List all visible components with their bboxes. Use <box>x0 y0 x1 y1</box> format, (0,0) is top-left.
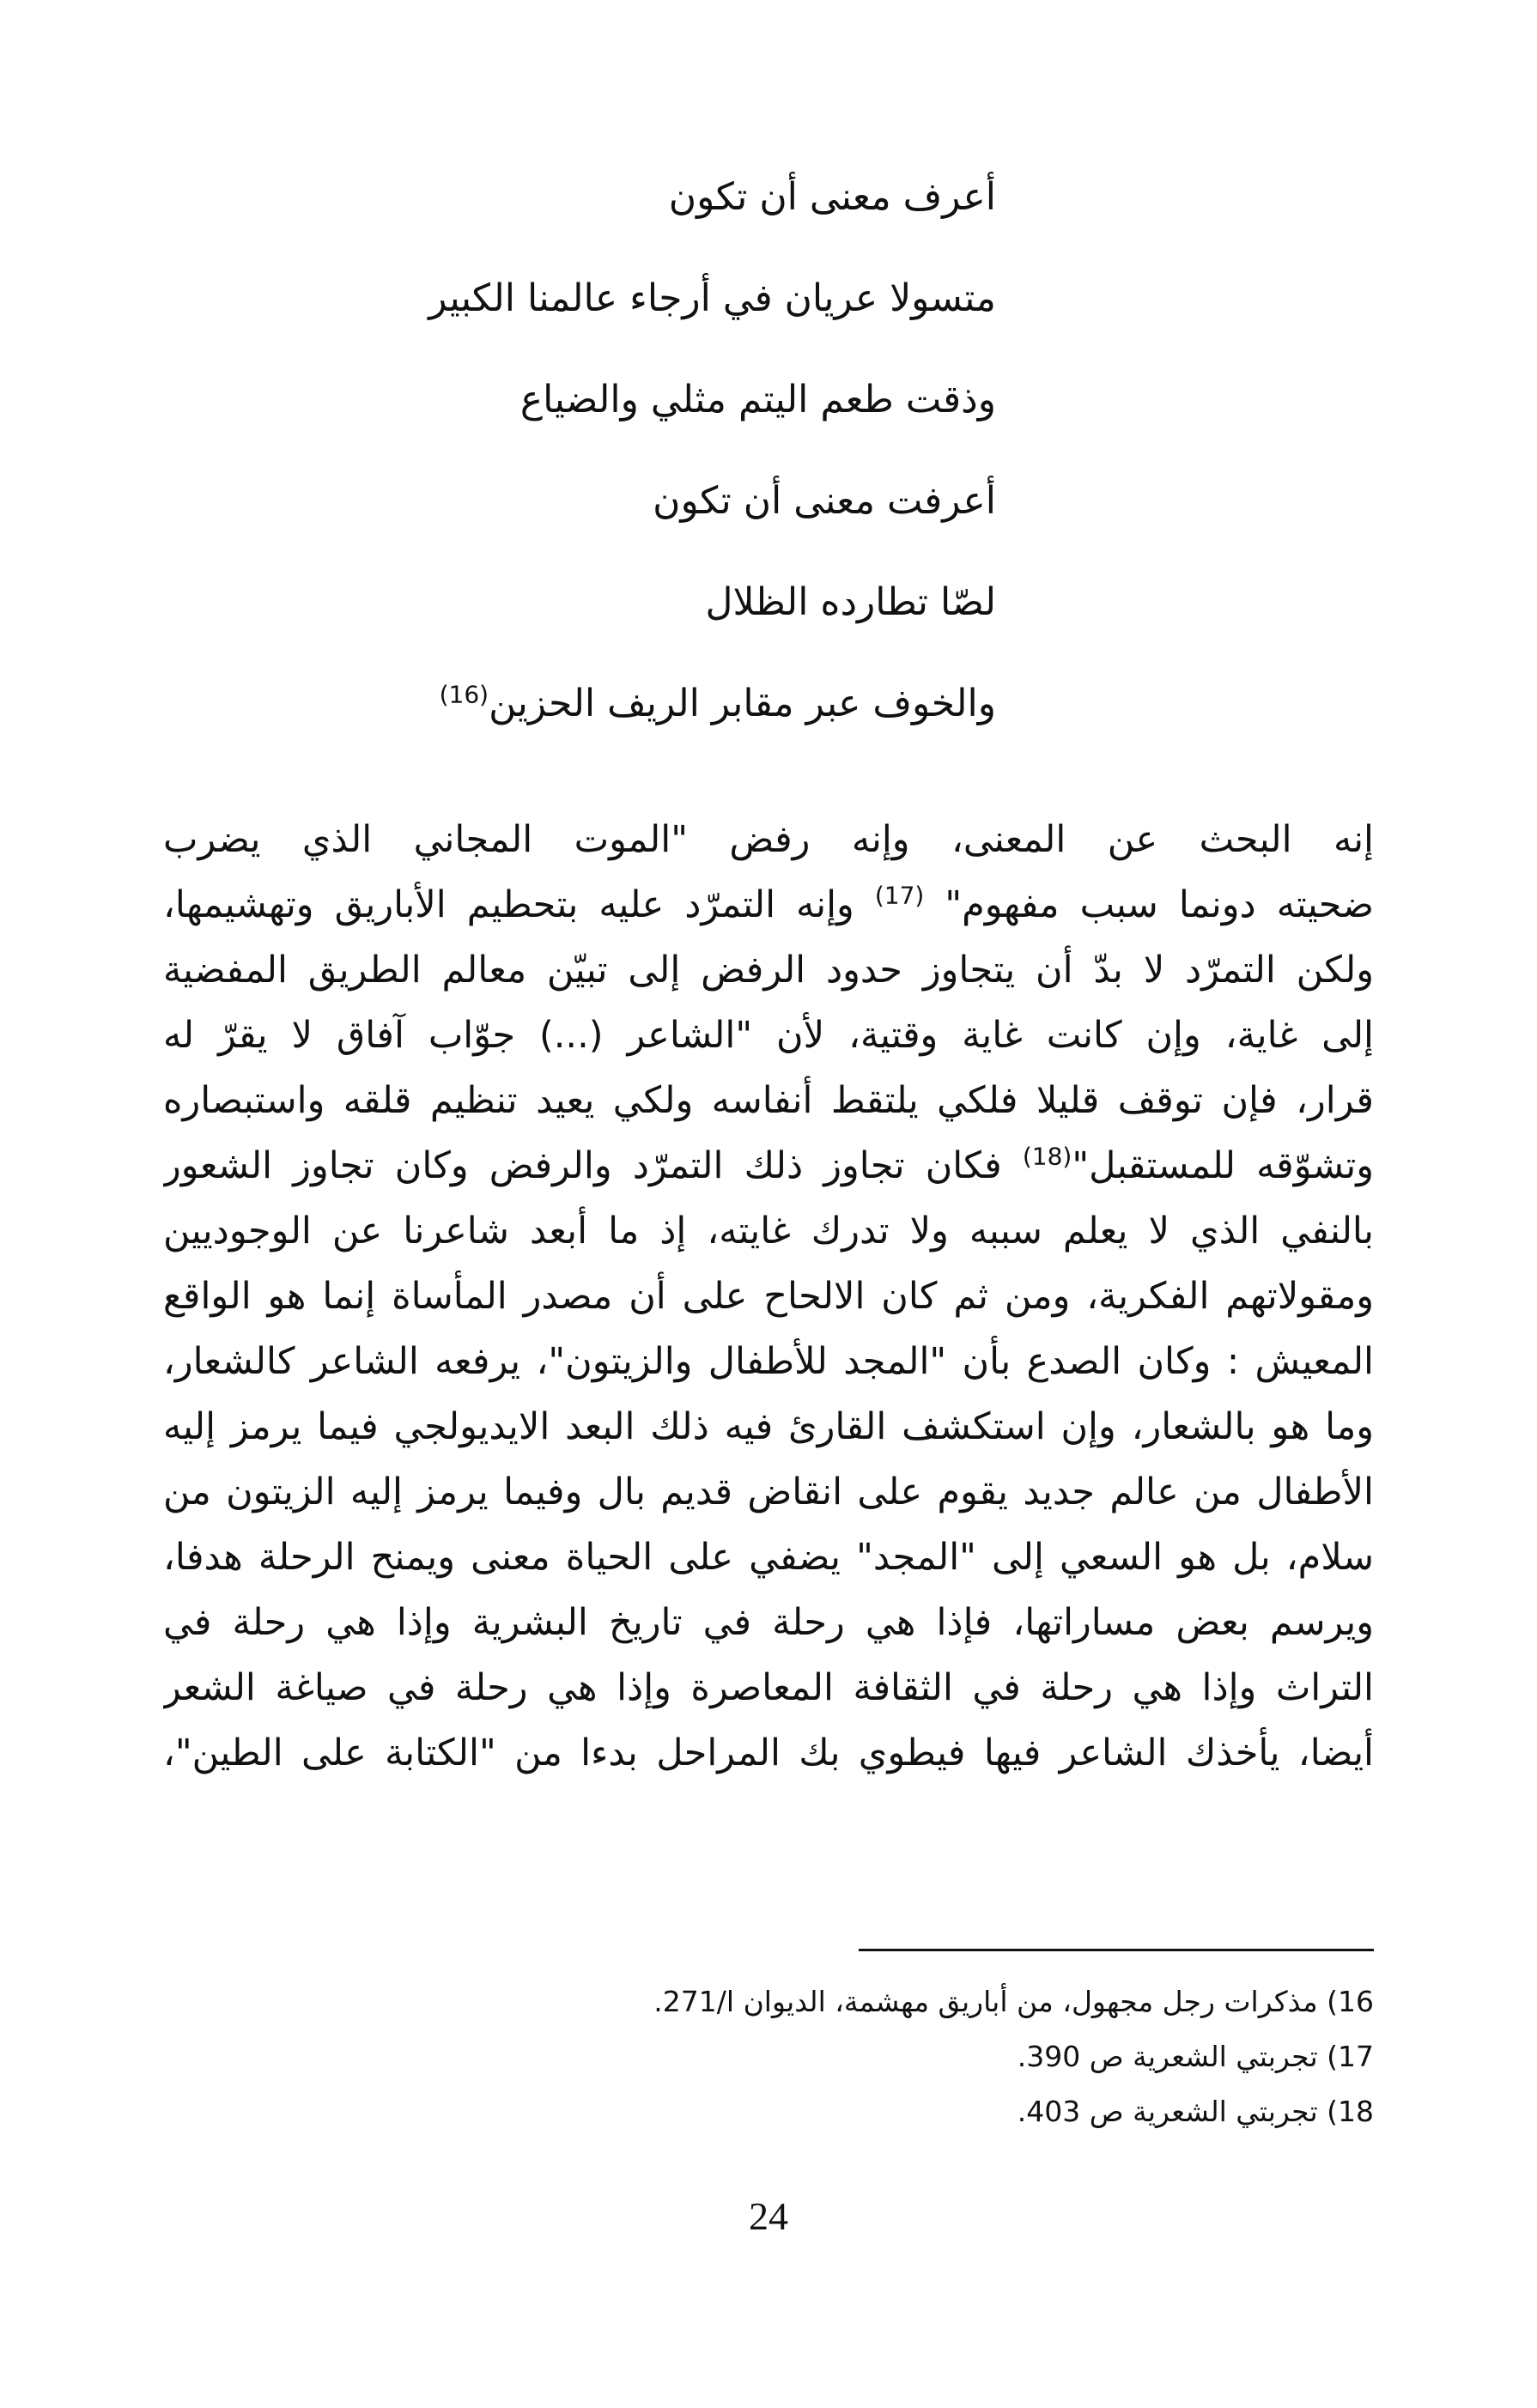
footnote-18: 18) تجربتي الشعرية ص 403. <box>1017 2095 1374 2128</box>
paragraph-text: وتشوّقه للمستقبل" <box>1072 1144 1374 1187</box>
paragraph-line <box>163 872 1374 937</box>
paragraph-line: أيضا، يأخذك الشاعر فيها فيطوي بك المراحل بدءا من "الكتابة على الطين"، <box>163 1732 1374 1774</box>
poem-line-text: والخوف عبر مقابر الريف الحزين <box>489 682 996 725</box>
footnotes <box>515 1974 1374 2139</box>
poem-line: أعرفت معنى أن تكون <box>653 479 996 523</box>
footnote-divider <box>859 1949 1374 1951</box>
body-paragraph <box>163 807 1374 1786</box>
page-number: 24 <box>749 2194 788 2238</box>
footnote-reference-16[interactable]: (16) <box>439 680 489 709</box>
paragraph-line: قرار، فإن توقف قليلا فلكي يلتقط أنفاسه ولكي يعيد تنظيم قلقه واستبصاره <box>163 1079 1374 1122</box>
paragraph-line: بالنفي الذي لا يعلم سببه ولا تدرك غايته، إذ ما أبعد شاعرنا عن الوجوديين <box>163 1210 1374 1253</box>
poem-line: أعرف معنى أن تكون <box>668 175 996 219</box>
paragraph-line <box>163 1133 1374 1198</box>
paragraph-line: ويرسم بعض مساراتها، فإذا هي رحلة في تاريخ البشرية وإذا هي رحلة في <box>163 1601 1374 1644</box>
poem-line-last <box>223 682 996 725</box>
paragraph-line: ومقولاتهم الفكرية، ومن ثم كان الالحاح على أن مصدر المأساة إنما هو الواقع <box>163 1275 1374 1318</box>
paragraph-line: المعيش : وكان الصدع بأن "المجد للأطفال والزيتون"، يرفعه الشاعر كالشعار، <box>163 1340 1374 1383</box>
paragraph-line: التراث وإذا هي رحلة في الثقافة المعاصرة وإذا هي رحلة في صياغة الشعر <box>163 1666 1374 1709</box>
poem-line: لصّا تطارده الظلال <box>705 580 996 624</box>
paragraph-text: ضحيته دونما سبب مفهوم" <box>924 883 1374 926</box>
poem-line: وذقت طعم اليتم مثلي والضياع <box>519 378 996 422</box>
paragraph-line: سلام، بل هو السعي إلى "المجد" يضفي على الحياة معنى ويمنح الرحلة هدفا، <box>163 1536 1374 1579</box>
paragraph-line: إنه البحث عن المعنى، وإنه رفض "الموت المجاني الذي يضرب <box>163 818 1374 861</box>
paragraph-text: وإنه التمرّد عليه بتحطيم الأباريق وتهشيمها، <box>163 883 875 926</box>
paragraph-text: فكان تجاوز ذلك التمرّد والرفض وكان تجاوز الشعور <box>163 1144 1023 1187</box>
paragraph-line: إلى غاية، وإن كانت غاية وقتية، لأن "الشاعر (...) جوّاب آفاق لا يقرّ له <box>163 1014 1374 1057</box>
paragraph-line: ولكن التمرّد لا بدّ أن يتجاوز حدود الرفض إلى تبيّن معالم الطريق المفضية <box>163 949 1374 992</box>
paragraph-line: الأطفال من عالم جديد يقوم على انقاض قديم بال وفيما يرمز إليه الزيتون من <box>163 1471 1374 1513</box>
footnote-17: 17) تجربتي الشعرية ص 390. <box>1017 2040 1374 2073</box>
footnote-reference-18[interactable]: (18) <box>1022 1142 1072 1171</box>
footnote-16: 16) مذكرات رجل مجهول، من أباريق مهشمة، الديوان ا/271. <box>653 1985 1374 2018</box>
paragraph-line: وما هو بالشعار، وإن استكشف القارئ فيه ذلك البعد الايديولجي فيما يرمز إليه <box>163 1405 1374 1448</box>
footnote-reference-17[interactable]: (17) <box>874 881 925 910</box>
poem-line: متسولا عريان في أرجاء عالمنا الكبير <box>428 276 996 320</box>
poem-block <box>223 176 996 784</box>
